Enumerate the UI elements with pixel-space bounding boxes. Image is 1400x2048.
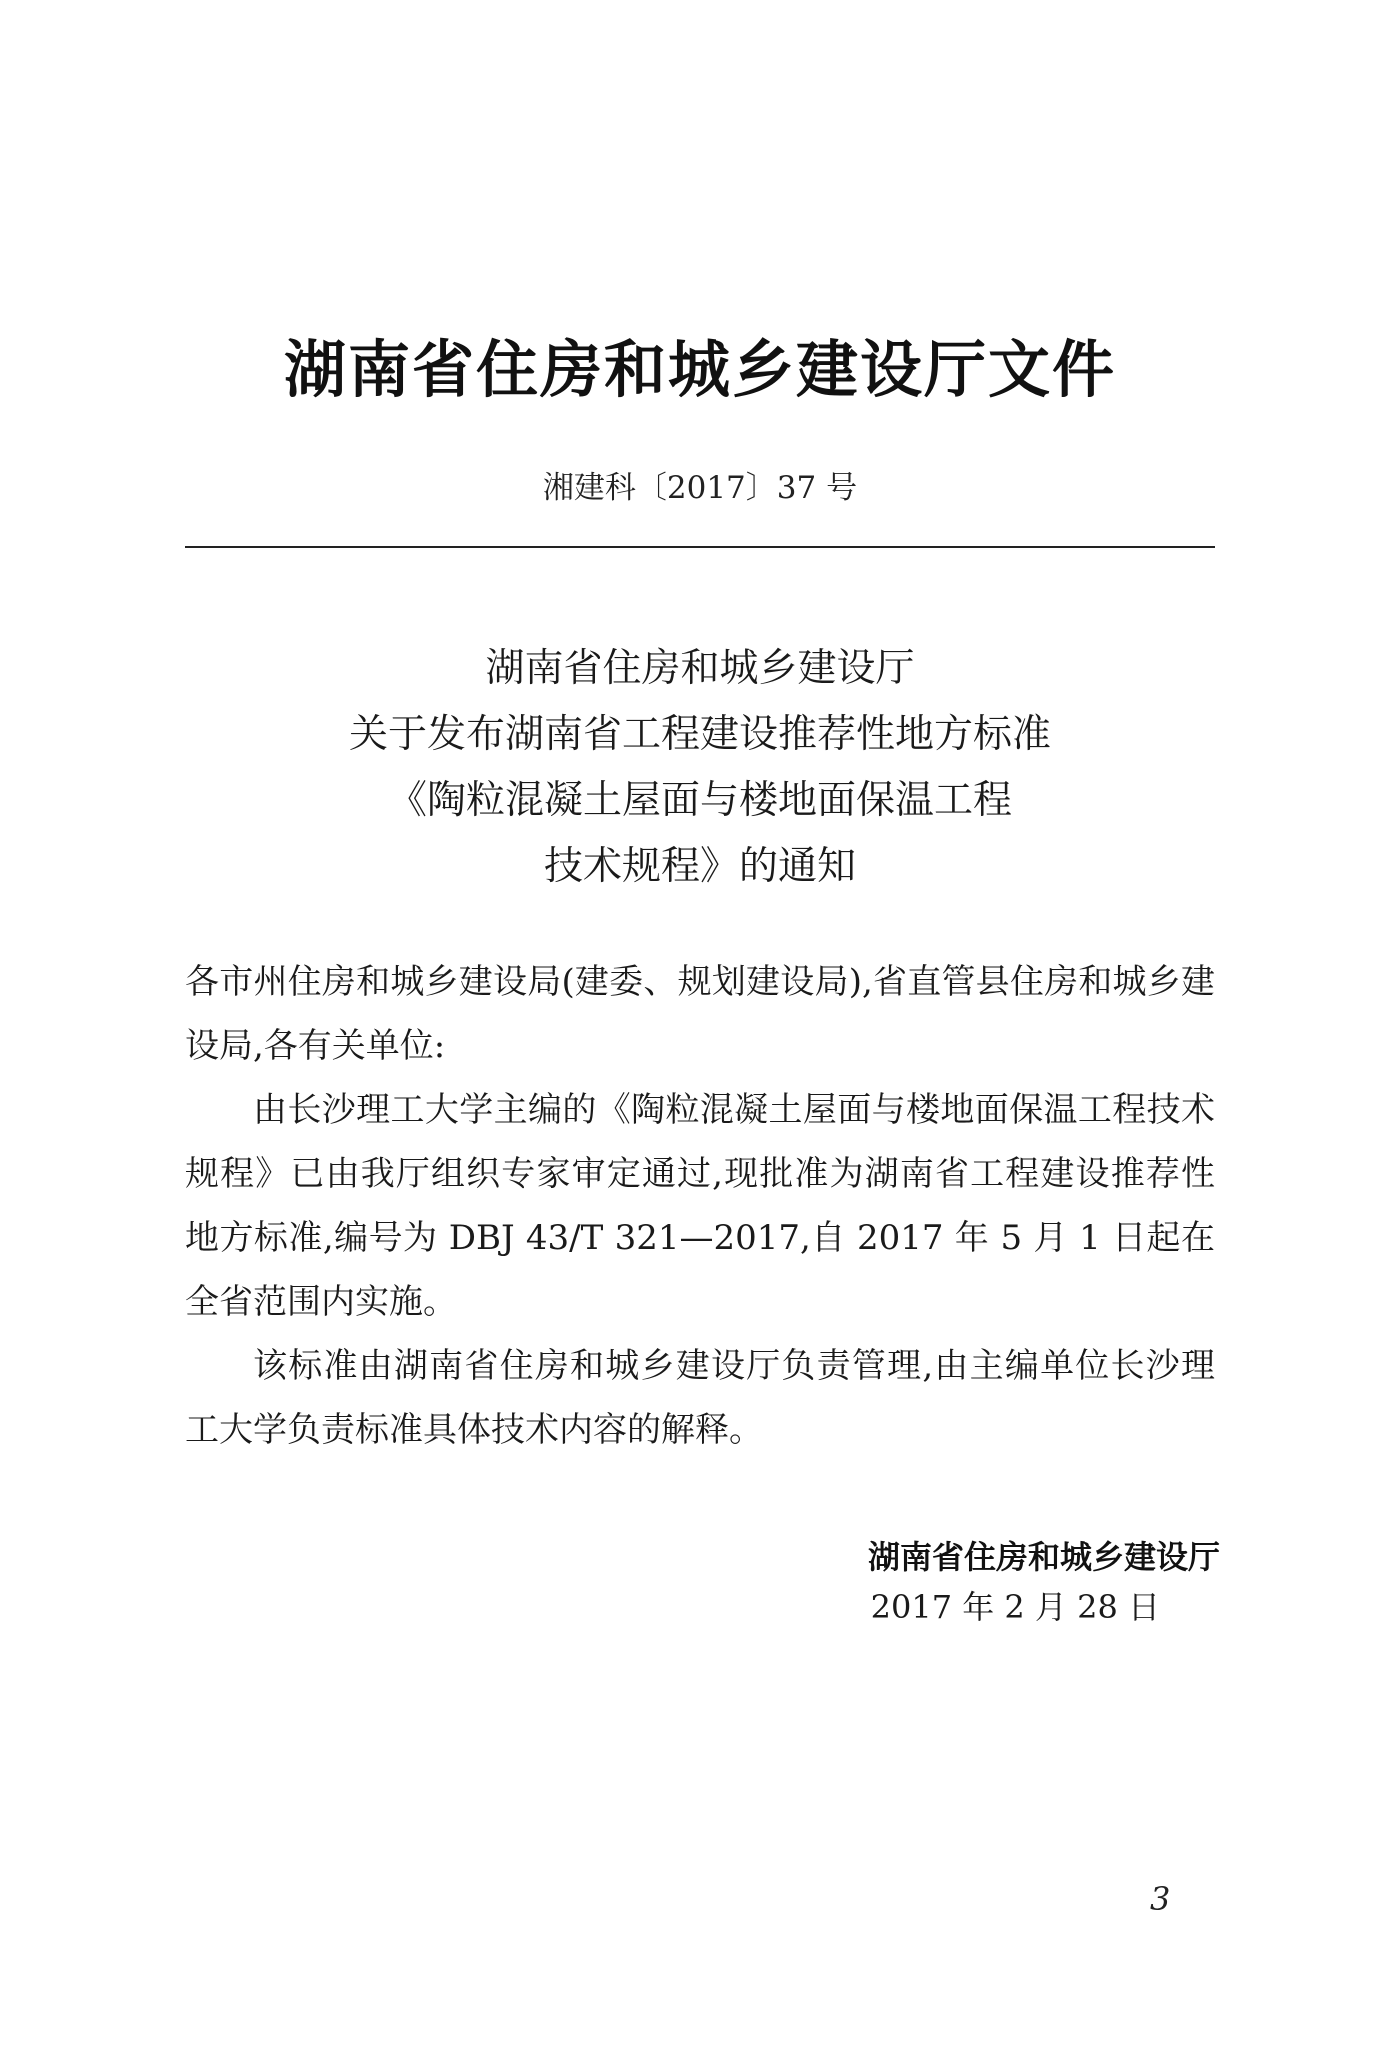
notice-title-line: 关于发布湖南省工程建设推荐性地方标准	[348, 712, 1051, 757]
signature-block	[780, 1532, 1220, 1632]
document-header-title: 湖南省住房和城乡建设厅文件	[283, 333, 1116, 406]
notice-title-line: 湖南省住房和城乡建设厅	[485, 646, 915, 691]
notice-title	[0, 636, 1400, 900]
salutation: 各市州住房和城乡建设局(建委、规划建设局),省直管县住房和城乡建设局,各有关单位:	[185, 962, 1215, 1066]
notice-title-line: 技术规程》的通知	[543, 844, 856, 889]
signature-organization: 湖南省住房和城乡建设厅	[867, 1538, 1220, 1576]
header-divider	[185, 546, 1215, 548]
signature-date: 2017 年 2 月 28 日	[870, 1588, 1160, 1626]
body-paragraph: 该标准由湖南省住房和城乡建设厅负责管理,由主编单位长沙理工大学负责标准具体技术内容的解释。	[185, 1346, 1215, 1450]
page-number: 3	[1150, 1880, 1171, 1918]
notice-body	[185, 950, 1215, 1462]
body-paragraph: 由长沙理工大学主编的《陶粒混凝土屋面与楼地面保温工程技术规程》已由我厅组织专家审定通过,现批准为湖南省工程建设推荐性地方标准,编号为 DBJ 43/T 321—2017,自 2017 年 5 月 1 日起在全省范围内实施。	[185, 1090, 1215, 1322]
document-number: 湘建科〔2017〕37 号	[542, 470, 858, 506]
notice-title-line: 《陶粒混凝土屋面与楼地面保温工程	[387, 778, 1012, 823]
